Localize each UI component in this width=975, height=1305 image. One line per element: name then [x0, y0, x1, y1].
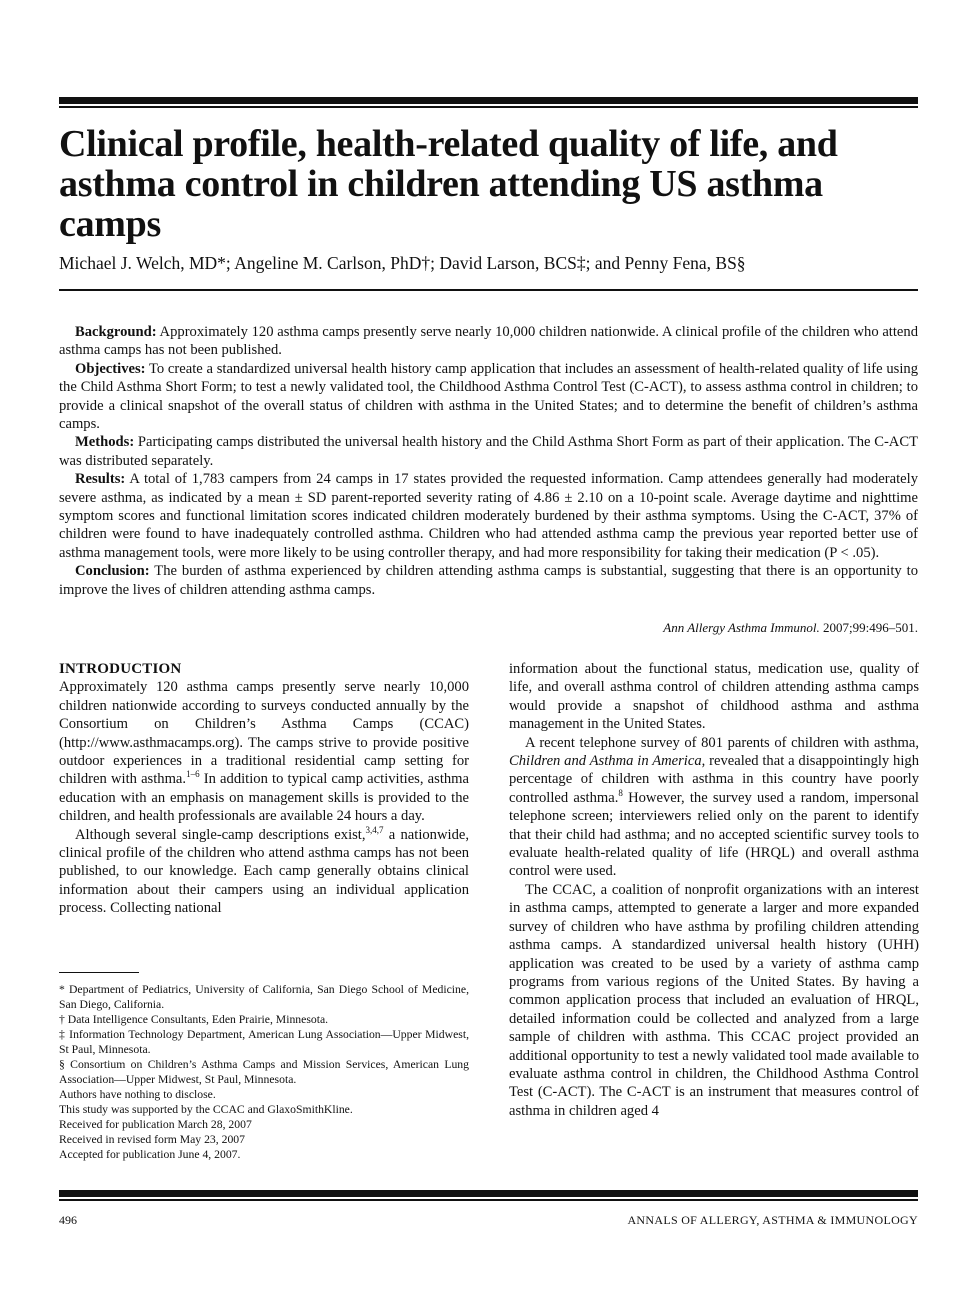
footnote-affiliation-2: † Data Intelligence Consultants, Eden Prairie, Minnesota. [59, 1013, 329, 1026]
footnote-funding: This study was supported by the CCAC and GlaxoSmithKline. [59, 1103, 353, 1116]
footnote-divider [59, 972, 139, 973]
intro-paragraph-4: A recent telephone survey of 801 parents of children with asthma, Children and Asthma in America, revealed that a disappointingly high percentage of children with asthma in this country have poorly controlled asthma.$^8$ However, the survey used a random, impersonal telephone screen; interviewers relied only on the parent to identify that their child had asthma; and no accepted scientific survey tools to evaluate health-related quality of life (HRQL) and overall asthma control were used. [509, 734, 919, 880]
article-title: Clinical profile, health-related quality of life, and asthma control in children attending US asthma camps [59, 123, 838, 245]
abstract-methods: Methods: Participating camps distributed the universal health history and the Child Asthma Short Form as part of their application. The C-ACT was distributed separately. [59, 434, 918, 469]
left-column [59, 660, 469, 918]
footnote-accepted: Accepted for publication June 4, 2007. [59, 1148, 241, 1161]
abstract-background: Background: Approximately 120 asthma camps presently serve nearly 10,000 children nationwide. A clinical profile of the children who attend asthma camps has not been published. [59, 324, 918, 359]
abstract-conclusion: Conclusion: The burden of asthma experienced by children attending asthma camps is substantial, suggesting that there is an opportunity to improve the lives of children attending asthma camps. [59, 563, 918, 598]
author-line: Michael J. Welch, MD*; Angeline M. Carlson, PhD†; David Larson, BCS‡; and Penny Fena, BS§ [59, 253, 746, 273]
reference-superscript: 3,4,7 [365, 824, 384, 835]
intro-paragraph-5: The CCAC, a coalition of nonprofit organizations with an interest in asthma camps, attempted to generate a larger and more expanded survey of children who have asthma by profiling children attending asthma camps. A standardized universal health history (UHH) application was created to be used by a variety of asthma camp programs from various regions of the United States. By having a common application process that included an evaluation of HRQL, detailed information could be collected and analyzed from a large sample of children with asthma. This CCAC project provided an additional opportunity to test a newly validated tool made available to evaluate asthma control in children, the Childhood Asthma Control Test (C-ACT). The C-ACT is an instrument that measures control of asthma in children aged 4 [509, 881, 919, 1119]
intro-paragraph-2: Although several single-camp descriptions exist,$^{3,4,7}$ a nationwide, clinical profile of the children who attend asthma camps has not been published, to our knowledge. Each camp generally obtains clinical information about their campers using an individual application process. Collecting national [59, 824, 469, 917]
footnote-affiliation-4: § Consortium on Children’s Asthma Camps and Mission Services, American Lung Association—Upper Midwest, St Paul, Minnesota. [59, 1058, 469, 1086]
footnote-affiliation-1: * Department of Pediatrics, University of California, San Diego School of Medicine, San Diego, California. [59, 983, 469, 1011]
abstract [59, 323, 918, 599]
author-divider [59, 289, 918, 291]
intro-paragraph-3: information about the functional status, medication use, quality of life, and overall asthma control of children attending asthma camps would provide a snapshot of childhood asthma and asthma management in the United States. [509, 661, 919, 733]
reference-superscript: 1–6 [186, 769, 200, 780]
page-number: 496 [59, 1213, 77, 1227]
journal-name: ANNALS OF ALLERGY, ASTHMA & IMMUNOLOGY [627, 1213, 918, 1227]
footnotes [59, 982, 469, 1162]
footnote-disclosure: Authors have nothing to disclose. [59, 1088, 216, 1101]
top-rule-thin [59, 106, 918, 108]
bottom-rule-thick [59, 1190, 918, 1197]
reference-superscript: 8 [618, 787, 623, 798]
footnote-received: Received for publication March 28, 2007 [59, 1118, 252, 1131]
footnote-affiliation-3: ‡ Information Technology Department, American Lung Association—Upper Midwest, St Paul, Minnesota. [59, 1028, 469, 1056]
citation: Ann Allergy Asthma Immunol. 2007;99:496–501. [663, 620, 918, 635]
intro-paragraph-1: Approximately 120 asthma camps presently serve nearly 10,000 children nationwide according to surveys conducted annually by the Consortium on Children’s Asthma Camps (CCAC) (http://www.asthmacamps.org). The camps strive to provide positive outdoor experiences in a traditional residential camp setting for children with asthma.$^{1-6}$ In addition to typical camp activities, asthma education with an emphasis on management skills is provided to the children, and health professionals are available 24 hours a day. [59, 679, 470, 825]
top-rule-thick [59, 97, 918, 104]
bottom-rule-thin [59, 1199, 918, 1201]
introduction-heading: INTRODUCTION [59, 661, 182, 677]
right-column [509, 660, 919, 1120]
footnote-revised: Received in revised form May 23, 2007 [59, 1133, 245, 1146]
abstract-objectives: Objectives: To create a standardized universal health history camp application that includes an assessment of health-related quality of life using the Child Asthma Short Form; to test a newly validated tool, the Childhood Asthma Control Test (C-ACT), to assess asthma control in children; to provide a clinical snapshot of the overall status of children with asthma in the United States; and to determine the benefit of children’s asthma camps. [59, 360, 918, 433]
abstract-results: Results: A total of 1,783 campers from 24 camps in 17 states provided the requested information. Camp attendees generally had moderately severe asthma, as indicated by a mean ± SD parent-reported severity rating of 4.86 ± 2.10 on a 10-point scale. Average daytime and nighttime symptom scores and functional limitation scores indicated children moderately burdened by their asthma symptoms. Using the C-ACT, 37% of children were found to have inadequately controlled asthma. Children who had attended asthma camp the previous year reported better use of asthma management tools, were more likely to be using controller therapy, and had more responsibility for taking their medication (P < .05). [59, 471, 918, 561]
